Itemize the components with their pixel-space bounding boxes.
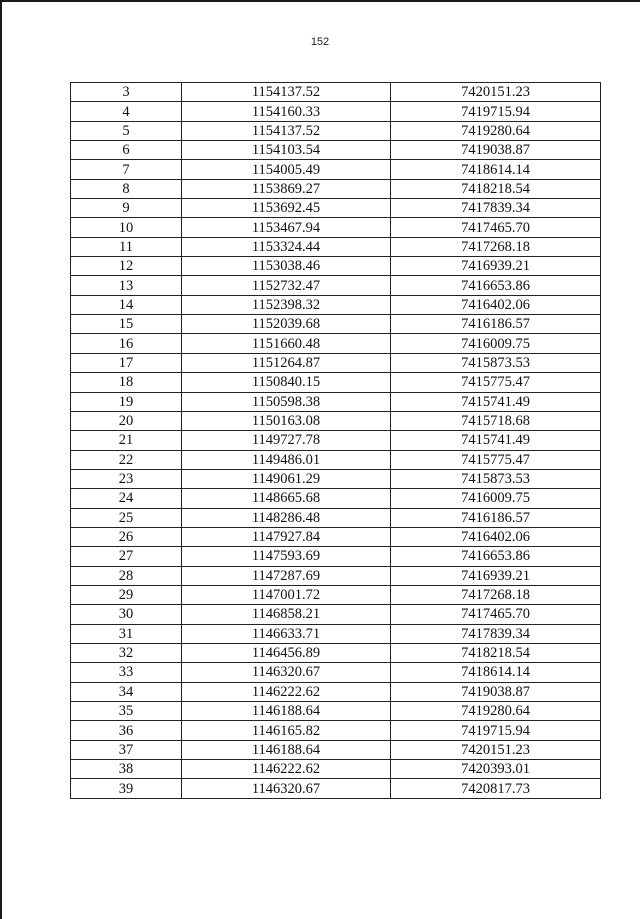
x-coordinate-cell: 1146320.67 [182, 779, 391, 798]
table-row [71, 353, 601, 372]
point-number-cell: 17 [71, 353, 182, 372]
table-row [71, 779, 601, 798]
x-coordinate-cell: 1146456.89 [182, 643, 391, 662]
point-number-cell: 22 [71, 450, 182, 469]
page-number: 152 [310, 36, 330, 48]
x-coordinate-cell: 1150840.15 [182, 373, 391, 392]
table-row [71, 450, 601, 469]
point-number-cell: 21 [71, 431, 182, 450]
y-coordinate-cell: 7419280.64 [391, 121, 601, 140]
table-row [71, 643, 601, 662]
point-number-cell: 10 [71, 218, 182, 237]
point-number-cell: 3 [71, 83, 182, 102]
y-coordinate-cell: 7420151.23 [391, 740, 601, 759]
point-number-cell: 25 [71, 508, 182, 527]
x-coordinate-cell: 1147001.72 [182, 585, 391, 604]
table-row [71, 334, 601, 353]
y-coordinate-cell: 7415775.47 [391, 373, 601, 392]
x-coordinate-cell: 1147593.69 [182, 547, 391, 566]
point-number-cell: 33 [71, 663, 182, 682]
y-coordinate-cell: 7417839.34 [391, 199, 601, 218]
point-number-cell: 20 [71, 411, 182, 430]
x-coordinate-cell: 1150163.08 [182, 411, 391, 430]
y-coordinate-cell: 7419038.87 [391, 682, 601, 701]
y-coordinate-cell: 7415741.49 [391, 431, 601, 450]
y-coordinate-cell: 7416186.57 [391, 315, 601, 334]
x-coordinate-cell: 1152398.32 [182, 295, 391, 314]
point-number-cell: 32 [71, 643, 182, 662]
y-coordinate-cell: 7417839.34 [391, 624, 601, 643]
point-number-cell: 5 [71, 121, 182, 140]
coordinates-table [70, 82, 601, 799]
coordinates-table-body [71, 83, 601, 799]
y-coordinate-cell: 7416186.57 [391, 508, 601, 527]
point-number-cell: 18 [71, 373, 182, 392]
y-coordinate-cell: 7416653.86 [391, 547, 601, 566]
x-coordinate-cell: 1154160.33 [182, 102, 391, 121]
point-number-cell: 37 [71, 740, 182, 759]
table-row [71, 469, 601, 488]
table-row [71, 566, 601, 585]
x-coordinate-cell: 1151660.48 [182, 334, 391, 353]
point-number-cell: 39 [71, 779, 182, 798]
page-edge-top [0, 0, 640, 2]
x-coordinate-cell: 1153038.46 [182, 257, 391, 276]
point-number-cell: 24 [71, 489, 182, 508]
table-row [71, 489, 601, 508]
y-coordinate-cell: 7418218.54 [391, 643, 601, 662]
point-number-cell: 29 [71, 585, 182, 604]
y-coordinate-cell: 7419038.87 [391, 141, 601, 160]
y-coordinate-cell: 7415718.68 [391, 411, 601, 430]
table-row [71, 740, 601, 759]
y-coordinate-cell: 7419715.94 [391, 102, 601, 121]
x-coordinate-cell: 1154103.54 [182, 141, 391, 160]
x-coordinate-cell: 1153692.45 [182, 199, 391, 218]
x-coordinate-cell: 1147287.69 [182, 566, 391, 585]
x-coordinate-cell: 1148665.68 [182, 489, 391, 508]
table-row [71, 295, 601, 314]
point-number-cell: 14 [71, 295, 182, 314]
x-coordinate-cell: 1148286.48 [182, 508, 391, 527]
table-row [71, 760, 601, 779]
point-number-cell: 9 [71, 199, 182, 218]
point-number-cell: 36 [71, 721, 182, 740]
y-coordinate-cell: 7420817.73 [391, 779, 601, 798]
table-row [71, 102, 601, 121]
y-coordinate-cell: 7417268.18 [391, 237, 601, 256]
point-number-cell: 34 [71, 682, 182, 701]
x-coordinate-cell: 1146188.64 [182, 740, 391, 759]
x-coordinate-cell: 1150598.38 [182, 392, 391, 411]
y-coordinate-cell: 7418614.14 [391, 160, 601, 179]
y-coordinate-cell: 7416939.21 [391, 257, 601, 276]
table-row [71, 199, 601, 218]
table-row [71, 721, 601, 740]
table-row [71, 83, 601, 102]
y-coordinate-cell: 7416009.75 [391, 489, 601, 508]
table-row [71, 237, 601, 256]
point-number-cell: 26 [71, 527, 182, 546]
table-row [71, 411, 601, 430]
point-number-cell: 27 [71, 547, 182, 566]
table-row [71, 141, 601, 160]
x-coordinate-cell: 1147927.84 [182, 527, 391, 546]
point-number-cell: 7 [71, 160, 182, 179]
y-coordinate-cell: 7417268.18 [391, 585, 601, 604]
table-row [71, 624, 601, 643]
x-coordinate-cell: 1152039.68 [182, 315, 391, 334]
table-row [71, 179, 601, 198]
x-coordinate-cell: 1153467.94 [182, 218, 391, 237]
y-coordinate-cell: 7418614.14 [391, 663, 601, 682]
point-number-cell: 30 [71, 605, 182, 624]
x-coordinate-cell: 1153869.27 [182, 179, 391, 198]
x-coordinate-cell: 1146633.71 [182, 624, 391, 643]
table-row [71, 431, 601, 450]
table-row [71, 392, 601, 411]
y-coordinate-cell: 7419280.64 [391, 702, 601, 721]
x-coordinate-cell: 1154137.52 [182, 121, 391, 140]
point-number-cell: 35 [71, 702, 182, 721]
table-row [71, 527, 601, 546]
point-number-cell: 11 [71, 237, 182, 256]
table-row [71, 373, 601, 392]
point-number-cell: 8 [71, 179, 182, 198]
y-coordinate-cell: 7416939.21 [391, 566, 601, 585]
point-number-cell: 13 [71, 276, 182, 295]
x-coordinate-cell: 1146222.62 [182, 682, 391, 701]
x-coordinate-cell: 1146222.62 [182, 760, 391, 779]
y-coordinate-cell: 7416653.86 [391, 276, 601, 295]
table-row [71, 315, 601, 334]
page-edge-left [0, 0, 2, 919]
y-coordinate-cell: 7415775.47 [391, 450, 601, 469]
table-row [71, 121, 601, 140]
x-coordinate-cell: 1154005.49 [182, 160, 391, 179]
x-coordinate-cell: 1151264.87 [182, 353, 391, 372]
point-number-cell: 31 [71, 624, 182, 643]
table-row [71, 605, 601, 624]
point-number-cell: 19 [71, 392, 182, 411]
x-coordinate-cell: 1149061.29 [182, 469, 391, 488]
point-number-cell: 28 [71, 566, 182, 585]
table-row [71, 702, 601, 721]
x-coordinate-cell: 1146320.67 [182, 663, 391, 682]
point-number-cell: 6 [71, 141, 182, 160]
point-number-cell: 15 [71, 315, 182, 334]
table-row [71, 585, 601, 604]
x-coordinate-cell: 1153324.44 [182, 237, 391, 256]
table-row [71, 508, 601, 527]
x-coordinate-cell: 1149486.01 [182, 450, 391, 469]
y-coordinate-cell: 7417465.70 [391, 218, 601, 237]
table-row [71, 547, 601, 566]
y-coordinate-cell: 7420151.23 [391, 83, 601, 102]
y-coordinate-cell: 7417465.70 [391, 605, 601, 624]
point-number-cell: 23 [71, 469, 182, 488]
y-coordinate-cell: 7415873.53 [391, 469, 601, 488]
table-row [71, 682, 601, 701]
y-coordinate-cell: 7416402.06 [391, 295, 601, 314]
table-row [71, 276, 601, 295]
x-coordinate-cell: 1146858.21 [182, 605, 391, 624]
y-coordinate-cell: 7420393.01 [391, 760, 601, 779]
x-coordinate-cell: 1152732.47 [182, 276, 391, 295]
y-coordinate-cell: 7418218.54 [391, 179, 601, 198]
y-coordinate-cell: 7416402.06 [391, 527, 601, 546]
table-row [71, 218, 601, 237]
point-number-cell: 16 [71, 334, 182, 353]
y-coordinate-cell: 7416009.75 [391, 334, 601, 353]
x-coordinate-cell: 1149727.78 [182, 431, 391, 450]
x-coordinate-cell: 1154137.52 [182, 83, 391, 102]
table-row [71, 160, 601, 179]
y-coordinate-cell: 7415741.49 [391, 392, 601, 411]
y-coordinate-cell: 7419715.94 [391, 721, 601, 740]
y-coordinate-cell: 7415873.53 [391, 353, 601, 372]
point-number-cell: 4 [71, 102, 182, 121]
x-coordinate-cell: 1146188.64 [182, 702, 391, 721]
point-number-cell: 38 [71, 760, 182, 779]
table-row [71, 257, 601, 276]
point-number-cell: 12 [71, 257, 182, 276]
x-coordinate-cell: 1146165.82 [182, 721, 391, 740]
table-row [71, 663, 601, 682]
